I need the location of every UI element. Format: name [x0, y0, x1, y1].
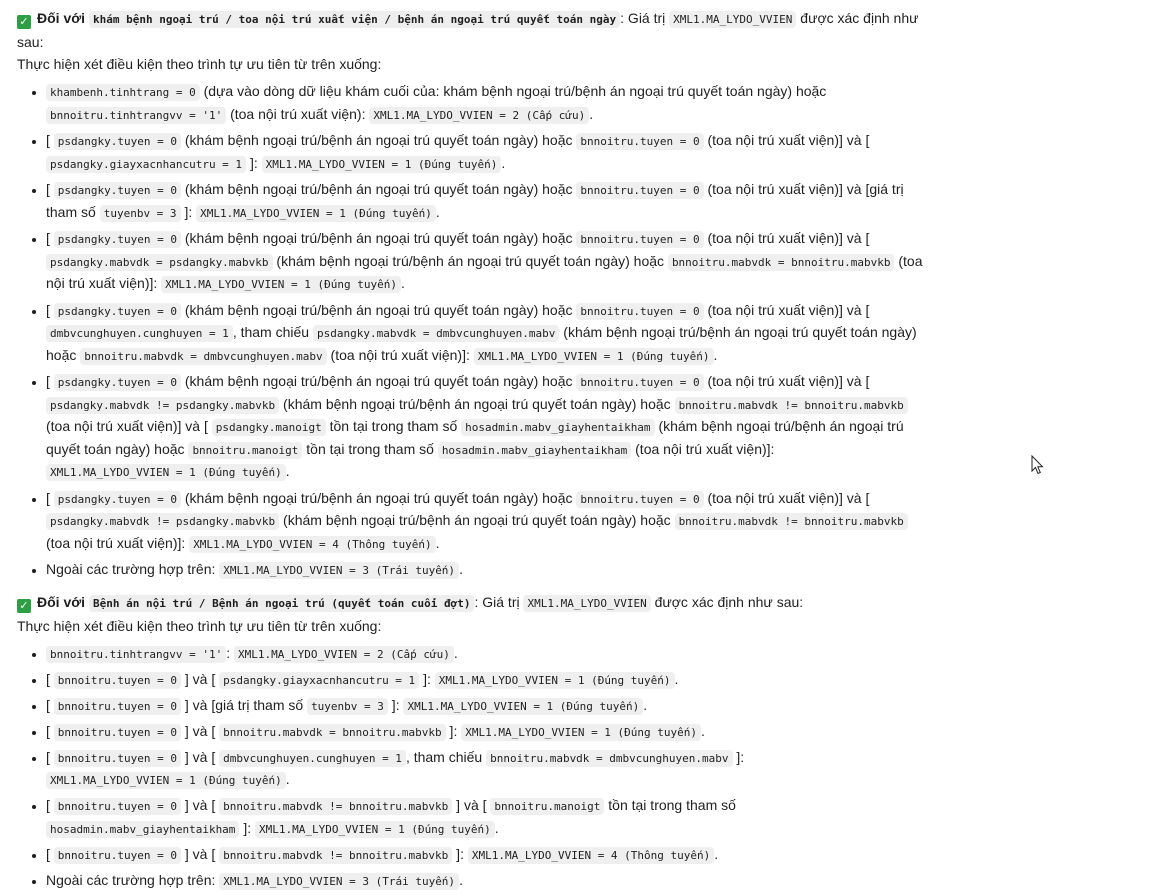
inline-text: [ [46, 181, 54, 197]
inline-code: psdangky.tuyen = 0 [54, 133, 181, 150]
inline-text: tồn tại trong tham số [325, 418, 462, 434]
inline-text: (khám bệnh ngoại trú/bệnh án ngoại trú quyết toán ngày) hoặc [46, 418, 904, 457]
inline-code: psdangky.manoigt [212, 419, 326, 436]
inline-code: bnnoitru.mabvdk = bnnoitru.mabvkb [668, 254, 895, 271]
inline-text: . [701, 722, 705, 739]
inline-code: psdangky.mabvdk = dmbvcunghuyen.mabv [313, 325, 559, 342]
inline-code: psdangky.tuyen = 0 [54, 231, 181, 248]
condition-item [46, 488, 932, 556]
inline-text: [ [46, 373, 54, 389]
section-intro: Thực hiện xét điều kiện theo trình tự ưu tiên từ trên xuống: [17, 617, 382, 634]
inline-code: XML1.MA_LYDO_VVIEN = 4 (Thông tuyến) [468, 847, 714, 864]
heading-scope-code: khám bệnh ngoại trú / toa nội trú xuất viện / bệnh án ngoại trú quyết toán ngày [89, 11, 620, 28]
heading-mid: : Giá trị [620, 10, 666, 26]
inline-text: . [494, 819, 499, 836]
condition-item [46, 81, 932, 126]
inline-text: . [285, 463, 290, 479]
inline-text: [ [46, 797, 54, 813]
inline-text: ]: [246, 154, 262, 171]
inline-text: ] và [ [181, 670, 220, 687]
inline-text: . [400, 275, 405, 291]
inline-text: ] và [ [181, 748, 220, 765]
inline-text: [ [46, 722, 54, 739]
inline-text: (toa nội trú xuất viện)]: [326, 346, 474, 363]
inline-text: Ngoài các trường hợp trên: [46, 561, 220, 577]
inline-code: XML1.MA_LYDO_VVIEN = 1 (Đúng tuyến) [46, 772, 286, 789]
inline-text: . [435, 203, 440, 220]
inline-code: XML1.MA_LYDO_VVIEN = 1 (Đúng tuyến) [255, 821, 495, 838]
inline-text: ]: [180, 203, 197, 220]
inline-code: bnnoitru.mabvdk != bnnoitru.mabvkb [219, 798, 452, 815]
inline-text: . [674, 670, 679, 687]
inline-text: (toa nội trú xuất viện)] và [giá trị tham số [46, 181, 904, 220]
inline-code: XML1.MA_LYDO_VVIEN = 1 (Đúng tuyến) [196, 205, 436, 222]
inline-text: (khám bệnh ngoại trú/bệnh án ngoại trú quyết toán ngày) hoặc [181, 301, 577, 318]
condition-item [46, 300, 932, 368]
inline-text: (khám bệnh ngoại trú/bệnh án ngoại trú quyết toán ngày) hoặc [181, 373, 577, 389]
inline-text: [ [46, 748, 54, 765]
section-heading [17, 7, 932, 53]
inline-text: (toa nội trú xuất viện)] và [ [703, 489, 870, 506]
inline-text: . [285, 771, 290, 787]
inline-code: bnnoitru.manoigt [490, 798, 604, 815]
inline-code: tuyenbv = 3 [307, 698, 388, 715]
inline-text: . [643, 696, 648, 713]
inline-text: (toa nội trú xuất viện)]: [631, 440, 775, 457]
inline-text: (toa nội trú xuất viện)] và [ [703, 301, 870, 318]
section-inpatient [17, 591, 932, 893]
inline-text: [ [46, 696, 54, 713]
inline-code: bnnoitru.tuyen = 0 [576, 231, 703, 248]
inline-code: bnnoitru.tuyen = 0 [54, 847, 181, 864]
inline-text: (toa nội trú xuất viện)] và [ [703, 132, 870, 148]
inline-text: . [435, 534, 440, 551]
inline-text: [ [46, 301, 54, 318]
check-mark-icon: ✓ [17, 15, 31, 29]
inline-code: XML1.MA_LYDO_VVIEN = 1 (Đúng tuyến) [461, 724, 701, 741]
inline-code: XML1.MA_LYDO_VVIEN = 4 (Thông tuyến) [189, 536, 435, 553]
inline-text: tồn tại trong tham số [302, 440, 438, 457]
inline-code: bnnoitru.tinhtrangvv = '1' [46, 107, 226, 124]
inline-text: ] và [ [181, 845, 220, 862]
inline-text: ]: [239, 819, 255, 836]
inline-code: psdangky.mabvdk = psdangky.mabvkb [46, 254, 273, 271]
check-mark-icon: ✓ [17, 599, 31, 613]
heading-suffix: được xác định như sau: [17, 10, 919, 50]
inline-text: (toa nội trú xuất viện)] và [ [46, 418, 212, 434]
inline-text: ] và [giá trị tham số [181, 696, 308, 713]
heading-prefix: Đối với [37, 10, 86, 26]
inline-text: [ [46, 489, 54, 506]
condition-list [17, 81, 932, 582]
inline-text: . [459, 561, 463, 577]
inline-code: psdangky.tuyen = 0 [54, 182, 181, 199]
condition-list [17, 643, 932, 893]
inline-code: XML1.MA_LYDO_VVIEN = 1 (Đúng tuyến) [435, 672, 675, 689]
inline-text: (khám bệnh ngoại trú/bệnh án ngoại trú quyết toán ngày) hoặc [181, 181, 577, 197]
inline-code: bnnoitru.tuyen = 0 [576, 303, 703, 320]
inline-code: dmbvcunghuyen.cunghuyen = 1 [46, 325, 233, 342]
condition-item [46, 228, 932, 296]
condition-item [46, 179, 932, 224]
inline-text: (khám bệnh ngoại trú/bệnh án ngoại trú quyết toán ngày) hoặc [181, 230, 577, 246]
inline-text: [ [46, 230, 54, 246]
inline-code: psdangky.tuyen = 0 [54, 491, 181, 508]
inline-code: bnnoitru.mabvdk = dmbvcunghuyen.mabv [486, 750, 732, 767]
condition-item [46, 559, 932, 582]
inline-code: hosadmin.mabv_giayhentaikham [461, 419, 654, 436]
inline-text: [ [46, 670, 54, 687]
condition-item [46, 870, 932, 893]
inline-code: psdangky.mabvdk != psdangky.mabvkb [46, 397, 279, 414]
inline-code: bnnoitru.mabvdk != bnnoitru.mabvkb [675, 397, 908, 414]
inline-code: bnnoitru.tuyen = 0 [576, 182, 703, 199]
inline-code: XML1.MA_LYDO_VVIEN = 1 (Đúng tuyến) [403, 698, 643, 715]
inline-code: hosadmin.mabv_giayhentaikham [438, 442, 631, 459]
inline-code: bnnoitru.tinhtrangvv = '1' [46, 646, 226, 663]
inline-text: ]: [452, 845, 468, 862]
inline-text: (toa nội trú xuất viện)] và [ [703, 230, 870, 246]
inline-code: tuyenbv = 3 [100, 205, 181, 222]
inline-code: XML1.MA_LYDO_VVIEN = 3 (Trái tuyến) [219, 562, 459, 579]
inline-text: (toa nội trú xuất viện): [226, 105, 370, 122]
inline-code: bnnoitru.tuyen = 0 [576, 133, 703, 150]
inline-code: XML1.MA_LYDO_VVIEN = 1 (Đúng tuyến) [474, 348, 714, 365]
inline-text: ]: [387, 696, 404, 713]
inline-text: (toa nội trú xuất viện)]: [46, 534, 190, 551]
inline-code: XML1.MA_LYDO_VVIEN = 2 (Cấp cứu) [369, 107, 589, 124]
inline-text: (khám bệnh ngoại trú/bệnh án ngoại trú quyết toán ngày) hoặc [181, 489, 577, 506]
inline-code: bnnoitru.tuyen = 0 [54, 672, 181, 689]
inline-code: dmbvcunghuyen.cunghuyen = 1 [219, 750, 406, 767]
inline-text: . [589, 105, 594, 122]
inline-code: XML1.MA_LYDO_VVIEN = 1 (Đúng tuyến) [262, 156, 502, 173]
inline-code: bnnoitru.tuyen = 0 [576, 491, 703, 508]
inline-code: XML1.MA_LYDO_VVIEN = 3 (Trái tuyến) [219, 873, 459, 890]
inline-text: (khám bệnh ngoại trú/bệnh án ngoại trú quyết toán ngày) hoặc [46, 324, 917, 363]
inline-code: hosadmin.mabv_giayhentaikham [46, 821, 239, 838]
heading-field-code: XML1.MA_LYDO_VVIEN [523, 595, 650, 612]
mouse-pointer-icon [1031, 455, 1045, 475]
document-body [17, 7, 932, 896]
inline-code: bnnoitru.manoigt [188, 442, 302, 459]
condition-item [46, 844, 932, 867]
inline-text: [ [46, 845, 54, 862]
inline-code: bnnoitru.mabvdk != bnnoitru.mabvkb [219, 847, 452, 864]
inline-text: : [226, 644, 234, 661]
inline-code: XML1.MA_LYDO_VVIEN = 2 (Cấp cứu) [234, 646, 454, 663]
inline-text: . [501, 154, 506, 171]
condition-item [46, 669, 932, 692]
inline-text: ] và [ [452, 797, 491, 813]
condition-item [46, 130, 932, 175]
inline-text: (toa nội trú xuất viện)] và [ [703, 373, 870, 389]
inline-code: bnnoitru.mabvdk = bnnoitru.mabvkb [219, 724, 446, 741]
inline-text: (khám bệnh ngoại trú/bệnh án ngoại trú quyết toán ngày) hoặc [279, 512, 675, 528]
inline-text: (khám bệnh ngoại trú/bệnh án ngoại trú quyết toán ngày) hoặc [279, 395, 675, 412]
inline-code: bnnoitru.tuyen = 0 [54, 698, 181, 715]
condition-item [46, 695, 932, 718]
inline-text: (khám bệnh ngoại trú/bệnh án ngoại trú quyết toán ngày) hoặc [181, 132, 577, 148]
inline-text: . [714, 845, 719, 862]
inline-text: [ [46, 132, 54, 148]
condition-item [46, 721, 932, 744]
inline-code: psdangky.mabvdk != psdangky.mabvkb [46, 513, 279, 530]
condition-item [46, 371, 932, 484]
inline-text: . [459, 871, 463, 888]
heading-field-code: XML1.MA_LYDO_VVIEN [669, 11, 796, 28]
inline-code: bnnoitru.tuyen = 0 [54, 798, 181, 815]
inline-text: ]: [445, 722, 462, 739]
inline-code: psdangky.tuyen = 0 [54, 303, 181, 320]
inline-text: Ngoài các trường hợp trên: [46, 871, 220, 888]
inline-text: ]: [419, 670, 435, 687]
inline-text: . [713, 346, 718, 363]
inline-code: bnnoitru.mabvdk = dmbvcunghuyen.mabv [80, 348, 326, 365]
heading-suffix: được xác định như sau: [654, 593, 804, 610]
inline-text: . [453, 644, 458, 661]
heading-prefix: Đối với [37, 593, 86, 610]
inline-text: (toa nội trú xuất viện)]: [46, 252, 923, 291]
inline-code: bnnoitru.tuyen = 0 [54, 724, 181, 741]
inline-code: XML1.MA_LYDO_VVIEN = 1 (Đúng tuyến) [161, 276, 401, 293]
inline-code: psdangky.tuyen = 0 [54, 374, 181, 391]
heading-scope-code: Bệnh án nội trú / Bệnh án ngoại trú (quyết toán cuối đợt) [89, 595, 475, 612]
section-heading [17, 591, 932, 615]
inline-text: , tham chiếu [232, 324, 313, 340]
inline-code: bnnoitru.tuyen = 0 [576, 374, 703, 391]
inline-code: XML1.MA_LYDO_VVIEN = 1 (Đúng tuyến) [46, 464, 286, 481]
inline-text: ]: [732, 748, 745, 765]
inline-text: (dựa vào dòng dữ liệu khám cuối của: khám bệnh ngoại trú/bệnh án ngoại trú quyết toán ngày) hoặc [199, 83, 827, 99]
section-outpatient [17, 7, 932, 582]
inline-text: tồn tại trong tham số [604, 797, 736, 813]
heading-mid: : Giá trị [474, 593, 520, 610]
inline-code: bnnoitru.mabvdk != bnnoitru.mabvkb [675, 513, 908, 530]
section-intro: Thực hiện xét điều kiện theo trình tự ưu tiên từ trên xuống: [17, 56, 382, 72]
condition-item [46, 643, 932, 666]
inline-code: bnnoitru.tuyen = 0 [54, 750, 181, 767]
inline-text: , tham chiếu [405, 748, 487, 765]
inline-code: psdangky.giayxacnhancutru = 1 [46, 156, 246, 173]
inline-code: psdangky.giayxacnhancutru = 1 [219, 672, 419, 689]
inline-text: (khám bệnh ngoại trú/bệnh án ngoại trú quyết toán ngày) hoặc [272, 252, 668, 269]
inline-text: ] và [ [181, 797, 220, 813]
inline-text: ] và [ [181, 722, 220, 739]
inline-code: khambenh.tinhtrang = 0 [46, 84, 200, 101]
condition-item [46, 747, 932, 792]
condition-item [46, 795, 932, 840]
